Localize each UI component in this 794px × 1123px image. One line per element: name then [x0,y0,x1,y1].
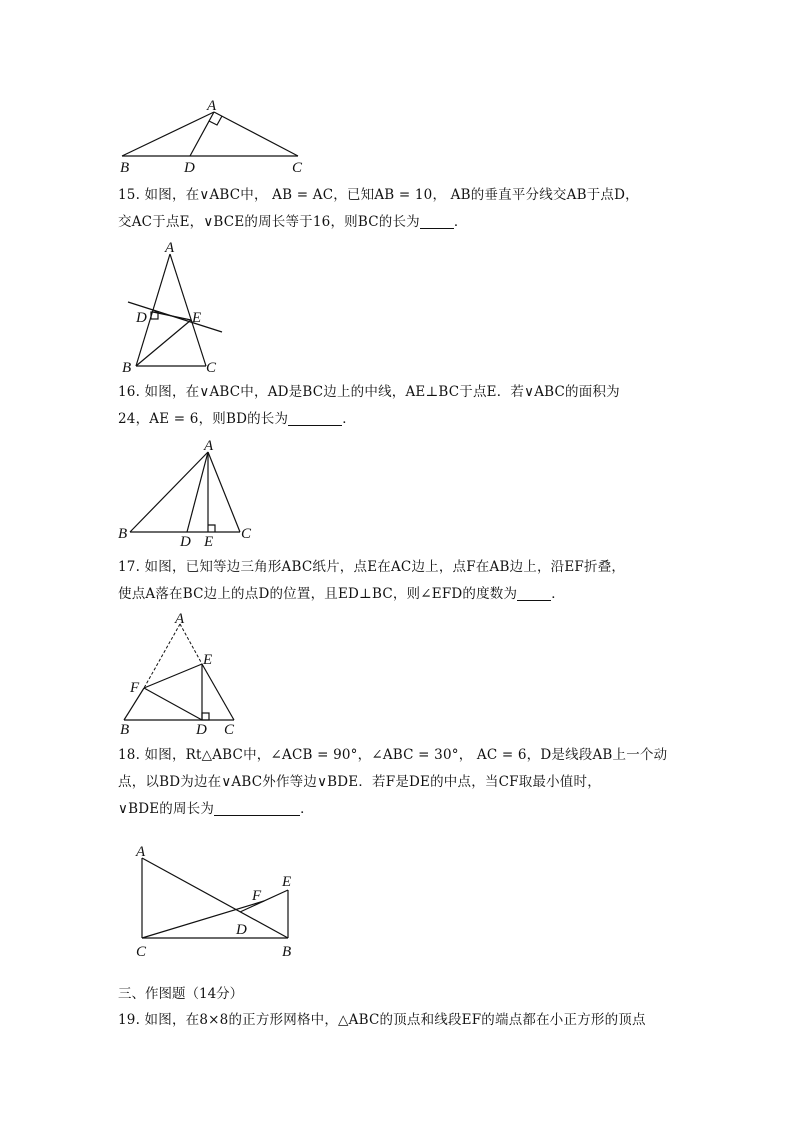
label-d: D [180,534,191,550]
label-b: B [120,722,130,738]
label-c: C [206,360,217,376]
label-c: C [292,160,303,176]
question-15 [118,182,678,236]
label-d: D [136,310,147,326]
figure-q17 [110,610,260,740]
question-19 [118,1007,678,1034]
label-b: B [120,160,130,176]
q17-line2: 使点A落在BC边上的点D的位置，且ED⊥BC，则∠EFD的度数为 ． [118,586,565,602]
q15-line2: 交AC于点E，∨BCE的周长等于16，则BC的长为 ． [118,214,468,230]
question-17 [118,554,678,608]
q18-line2: 点，以BD为边在∨ABC外作等边∨BDE．若F是DE的中点，当CF取最小值时， [118,774,601,790]
figure-q14 [110,92,340,182]
label-d: D [236,922,247,938]
label-d: D [196,722,207,738]
label-f: F [252,888,262,904]
q15-line1: 15. 如图，在∨ABC中， AB = AC，已知AB = 10， AB的垂直平分线交AB于点D， [118,187,639,203]
label-f: F [130,680,140,696]
label-e: E [203,652,213,668]
figure-q18 [110,838,320,964]
answer-blank-18[interactable] [214,801,300,816]
figure-q16 [110,436,270,552]
q16-line1: 16. 如图，在∨ABC中，AD是BC边上的中线，AE⊥BC于点E．若∨ABC的面积为 [118,384,620,400]
label-a: A [175,611,185,627]
label-a: A [165,240,175,256]
label-a: A [136,844,146,860]
label-c: C [241,526,252,542]
label-e: E [204,534,214,550]
label-a: A [204,438,214,454]
q17-line1: 17. 如图，已知等边三角形ABC纸片，点E在AC边上，点F在AB边上，沿EF折叠， [118,559,626,575]
answer-blank-15[interactable] [420,214,454,229]
label-d: D [184,160,195,176]
label-e: E [282,874,292,890]
question-18 [118,742,678,823]
label-a: A [207,98,217,114]
answer-blank-16[interactable] [288,411,342,426]
label-c: C [136,944,147,960]
label-b: B [122,360,132,376]
q18-line1: 18. 如图，Rt△ABC中，∠ACB = 90°，∠ABC = 30°， AC = 6，D是线段AB上一个动 [118,747,668,763]
label-c: C [224,722,235,738]
q16-line2: 24，AE = 6，则BD的长为 ． [118,411,356,427]
answer-blank-17[interactable] [517,586,551,601]
figure-q15 [110,236,240,378]
label-e: E [192,310,202,326]
q19-line1: 19. 如图，在8×8的正方形网格中，△ABC的顶点和线段EF的端点都在小正方形的顶点 [118,1012,646,1028]
label-b: B [282,944,292,960]
q18-line3: ∨BDE的周长为 ． [118,801,314,817]
question-16 [118,379,678,433]
label-b: B [118,526,128,542]
section-3-title: 三、作图题（14分） [118,986,244,1002]
